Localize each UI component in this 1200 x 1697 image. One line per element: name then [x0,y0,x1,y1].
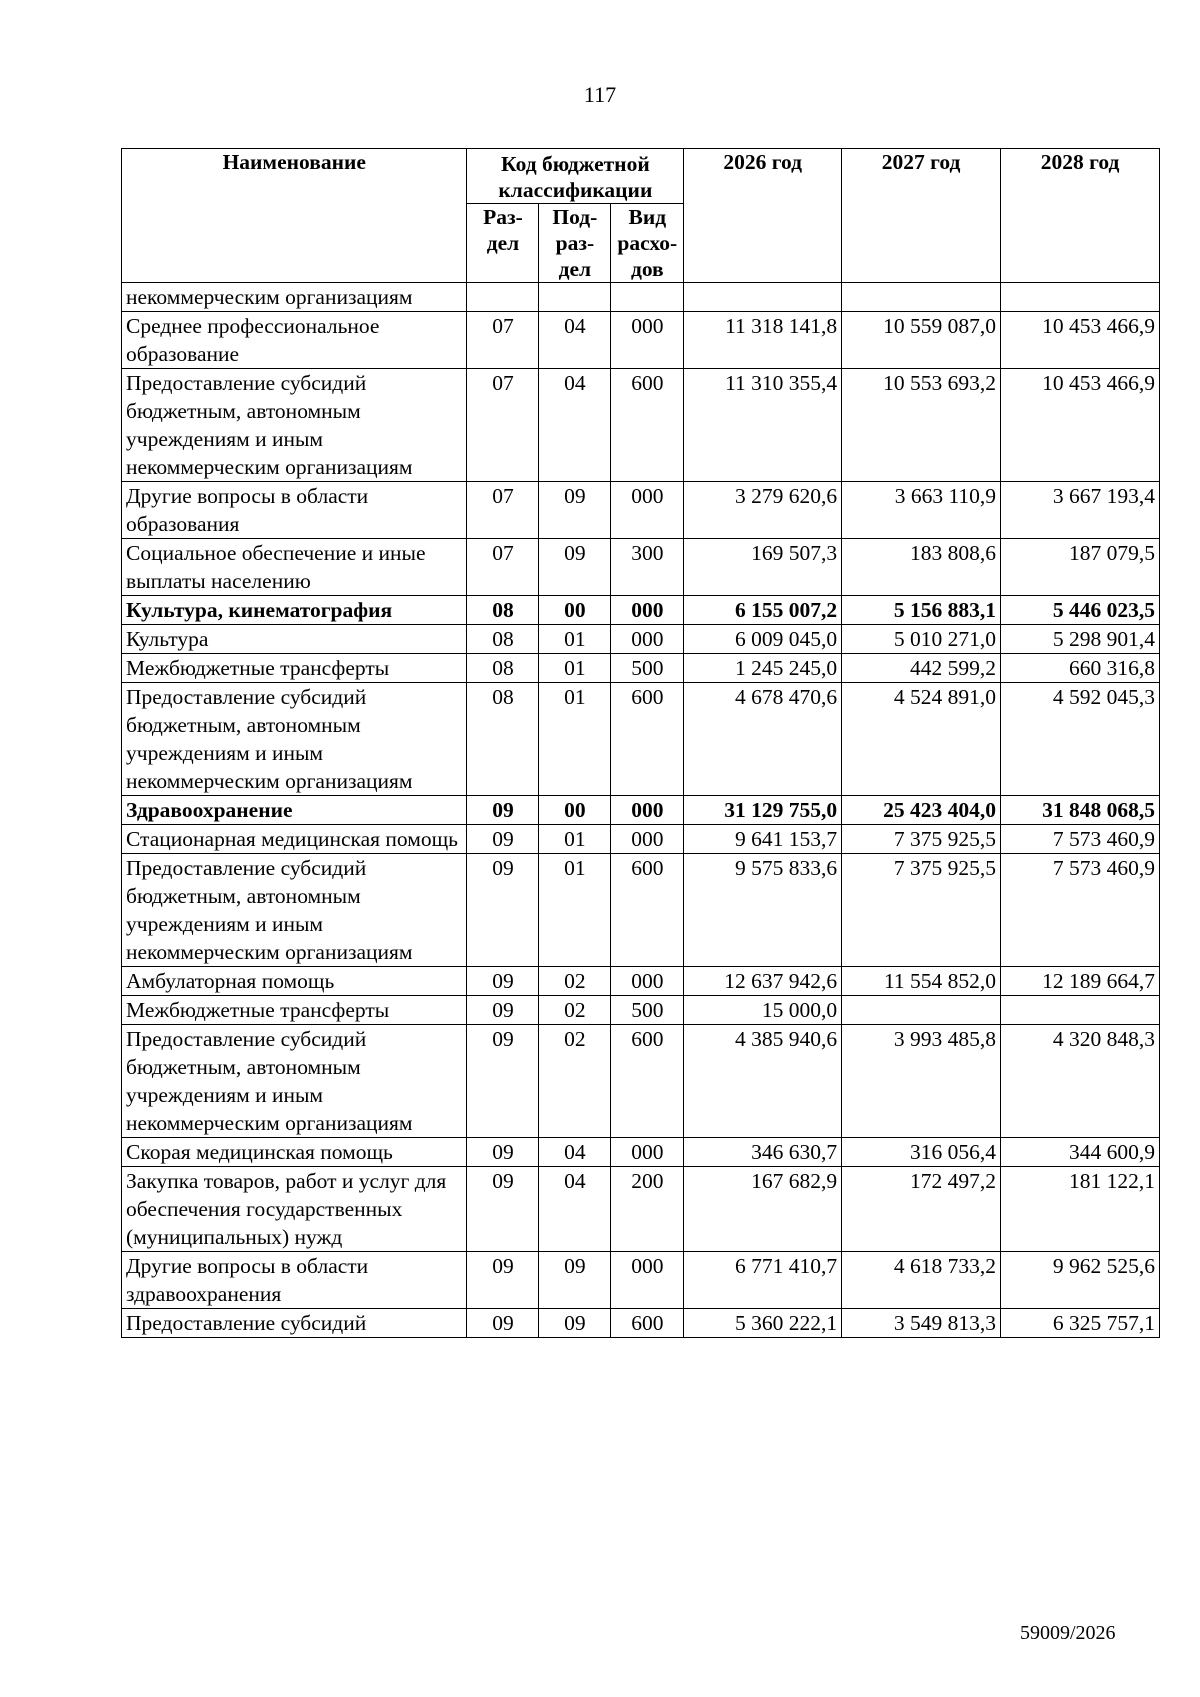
cell-name: Предоставление субсидий бюджетным, автономным учреждениям и иным некоммерческим организациям [122,1025,467,1138]
cell-year-2028: 5 298 901,4 [1001,625,1160,654]
cell-podrazdel: 04 [539,1138,611,1167]
cell-year-2027: 5 010 271,0 [842,625,1001,654]
table-row [122,854,1160,967]
cell-year-2026 [684,283,842,312]
cell-year-2027: 442 599,2 [842,654,1001,683]
cell-razdel: 07 [467,369,539,482]
cell-vid-rashodov: 000 [611,1138,684,1167]
cell-podrazdel: 09 [539,1252,611,1309]
cell-vid-rashodov: 000 [611,596,684,625]
cell-year-2026: 9 575 833,6 [684,854,842,967]
cell-podrazdel: 04 [539,1167,611,1252]
cell-year-2028: 31 848 068,5 [1001,796,1160,825]
header-podrazdel: Под- раз- дел [539,204,611,283]
cell-year-2028: 4 592 045,3 [1001,683,1160,796]
cell-razdel: 09 [467,1309,539,1338]
cell-podrazdel: 02 [539,1025,611,1138]
table-row [122,796,1160,825]
header-name: Наименование [122,149,467,283]
cell-name: Амбулаторная помощь [122,967,467,996]
cell-year-2027: 10 559 087,0 [842,312,1001,369]
cell-name: Социальное обеспечение и иные выплаты населению [122,539,467,596]
cell-razdel: 08 [467,683,539,796]
cell-year-2027 [842,996,1001,1025]
cell-vid-rashodov: 200 [611,1167,684,1252]
cell-razdel: 07 [467,312,539,369]
cell-year-2028: 187 079,5 [1001,539,1160,596]
table-row [122,996,1160,1025]
budget-table [121,148,1160,1338]
table-row [122,283,1160,312]
table-row [122,825,1160,854]
table-row [122,1252,1160,1309]
table-row [122,312,1160,369]
cell-name: Закупка товаров, работ и услуг для обеспечения государственных (муниципальных) нужд [122,1167,467,1252]
cell-year-2028: 344 600,9 [1001,1138,1160,1167]
cell-razdel [467,283,539,312]
cell-razdel: 09 [467,825,539,854]
cell-name: Культура [122,625,467,654]
cell-year-2026: 31 129 755,0 [684,796,842,825]
header-vid-rashodov: Вид расхо- дов [611,204,684,283]
table-row [122,654,1160,683]
cell-year-2026: 4 678 470,6 [684,683,842,796]
cell-podrazdel: 01 [539,683,611,796]
cell-year-2028: 5 446 023,5 [1001,596,1160,625]
cell-name: Культура, кинематография [122,596,467,625]
cell-year-2027: 25 423 404,0 [842,796,1001,825]
cell-razdel: 09 [467,967,539,996]
cell-year-2027: 11 554 852,0 [842,967,1001,996]
cell-year-2026: 15 000,0 [684,996,842,1025]
cell-razdel: 08 [467,654,539,683]
cell-year-2026: 12 637 942,6 [684,967,842,996]
cell-razdel: 09 [467,1252,539,1309]
table-header [122,149,1160,283]
cell-year-2027: 172 497,2 [842,1167,1001,1252]
page-number: 117 [583,82,617,107]
header-year-2026: 2026 год [684,149,842,283]
cell-vid-rashodov: 000 [611,312,684,369]
cell-year-2027: 7 375 925,5 [842,825,1001,854]
cell-name: Предоставление субсидий бюджетным, автономным учреждениям и иным некоммерческим организациям [122,683,467,796]
cell-year-2028: 7 573 460,9 [1001,825,1160,854]
cell-podrazdel: 00 [539,596,611,625]
cell-year-2028 [1001,996,1160,1025]
cell-name: Скорая медицинская помощь [122,1138,467,1167]
cell-year-2026: 169 507,3 [684,539,842,596]
cell-razdel: 07 [467,482,539,539]
cell-name: Стационарная медицинская помощь [122,825,467,854]
cell-year-2026: 346 630,7 [684,1138,842,1167]
table-row [122,596,1160,625]
cell-year-2028: 3 667 193,4 [1001,482,1160,539]
cell-year-2028: 9 962 525,6 [1001,1252,1160,1309]
cell-razdel: 08 [467,625,539,654]
cell-name: Здравоохранение [122,796,467,825]
cell-vid-rashodov: 000 [611,796,684,825]
cell-year-2028: 660 316,8 [1001,654,1160,683]
cell-podrazdel: 02 [539,967,611,996]
cell-razdel: 09 [467,1167,539,1252]
cell-name: Межбюджетные трансферты [122,654,467,683]
table-row [122,369,1160,482]
cell-podrazdel: 09 [539,539,611,596]
cell-podrazdel: 04 [539,369,611,482]
cell-podrazdel: 00 [539,796,611,825]
cell-year-2028: 6 325 757,1 [1001,1309,1160,1338]
cell-year-2026: 6 155 007,2 [684,596,842,625]
cell-razdel: 07 [467,539,539,596]
cell-vid-rashodov: 600 [611,369,684,482]
cell-podrazdel: 09 [539,1309,611,1338]
cell-year-2028: 7 573 460,9 [1001,854,1160,967]
cell-year-2027: 316 056,4 [842,1138,1001,1167]
cell-podrazdel: 04 [539,312,611,369]
cell-year-2028: 12 189 664,7 [1001,967,1160,996]
table-row [122,482,1160,539]
cell-podrazdel: 09 [539,482,611,539]
table-row [122,967,1160,996]
cell-vid-rashodov: 000 [611,482,684,539]
cell-year-2027: 4 524 891,0 [842,683,1001,796]
table-row [122,625,1160,654]
cell-podrazdel: 02 [539,996,611,1025]
cell-vid-rashodov [611,283,684,312]
cell-year-2028: 10 453 466,9 [1001,369,1160,482]
cell-name: Предоставление субсидий бюджетным, автономным учреждениям и иным некоммерческим организациям [122,854,467,967]
cell-razdel: 08 [467,596,539,625]
cell-year-2027: 3 549 813,3 [842,1309,1001,1338]
cell-vid-rashodov: 300 [611,539,684,596]
cell-year-2028: 181 122,1 [1001,1167,1160,1252]
cell-year-2027: 7 375 925,5 [842,854,1001,967]
cell-vid-rashodov: 600 [611,1025,684,1138]
header-razdel: Раз- дел [467,204,539,283]
table-row [122,1025,1160,1138]
cell-name: Предоставление субсидий [122,1309,467,1338]
cell-razdel: 09 [467,1025,539,1138]
cell-year-2027: 5 156 883,1 [842,596,1001,625]
cell-year-2027: 3 663 110,9 [842,482,1001,539]
cell-year-2026: 4 385 940,6 [684,1025,842,1138]
cell-razdel: 09 [467,854,539,967]
table-row [122,1138,1160,1167]
cell-podrazdel: 01 [539,625,611,654]
cell-vid-rashodov: 600 [611,1309,684,1338]
cell-vid-rashodov: 000 [611,1252,684,1309]
cell-year-2026: 5 360 222,1 [684,1309,842,1338]
cell-year-2027 [842,283,1001,312]
cell-name: Другие вопросы в области здравоохранения [122,1252,467,1309]
table-row [122,1167,1160,1252]
cell-name: Межбюджетные трансферты [122,996,467,1025]
header-year-2027: 2027 год [842,149,1001,283]
cell-year-2026: 11 318 141,8 [684,312,842,369]
header-year-2028: 2028 год [1001,149,1160,283]
cell-vid-rashodov: 000 [611,625,684,654]
table-row [122,1309,1160,1338]
table-row [122,683,1160,796]
header-code-group: Код бюджетной классификации [467,149,684,204]
cell-year-2026: 11 310 355,4 [684,369,842,482]
cell-name: Другие вопросы в области образования [122,482,467,539]
cell-year-2026: 1 245 245,0 [684,654,842,683]
cell-podrazdel: 01 [539,654,611,683]
cell-year-2026: 167 682,9 [684,1167,842,1252]
cell-year-2028: 4 320 848,3 [1001,1025,1160,1138]
document-number: 59009/2026 [1020,1622,1116,1644]
cell-vid-rashodov: 500 [611,654,684,683]
cell-razdel: 09 [467,1138,539,1167]
cell-year-2026: 6 771 410,7 [684,1252,842,1309]
cell-year-2026: 6 009 045,0 [684,625,842,654]
cell-name: Среднее профессиональное образование [122,312,467,369]
cell-vid-rashodov: 600 [611,854,684,967]
cell-year-2026: 3 279 620,6 [684,482,842,539]
cell-vid-rashodov: 000 [611,825,684,854]
table-row [122,539,1160,596]
cell-podrazdel: 01 [539,825,611,854]
cell-razdel: 09 [467,796,539,825]
cell-razdel: 09 [467,996,539,1025]
cell-vid-rashodov: 500 [611,996,684,1025]
cell-year-2028 [1001,283,1160,312]
cell-name: некоммерческим организациям [122,283,467,312]
cell-year-2027: 183 808,6 [842,539,1001,596]
cell-year-2027: 3 993 485,8 [842,1025,1001,1138]
table-body [122,283,1160,1338]
cell-year-2027: 4 618 733,2 [842,1252,1001,1309]
cell-podrazdel [539,283,611,312]
cell-year-2026: 9 641 153,7 [684,825,842,854]
cell-podrazdel: 01 [539,854,611,967]
cell-year-2027: 10 553 693,2 [842,369,1001,482]
cell-year-2028: 10 453 466,9 [1001,312,1160,369]
cell-vid-rashodov: 600 [611,683,684,796]
cell-vid-rashodov: 000 [611,967,684,996]
cell-name: Предоставление субсидий бюджетным, автономным учреждениям и иным некоммерческим организациям [122,369,467,482]
